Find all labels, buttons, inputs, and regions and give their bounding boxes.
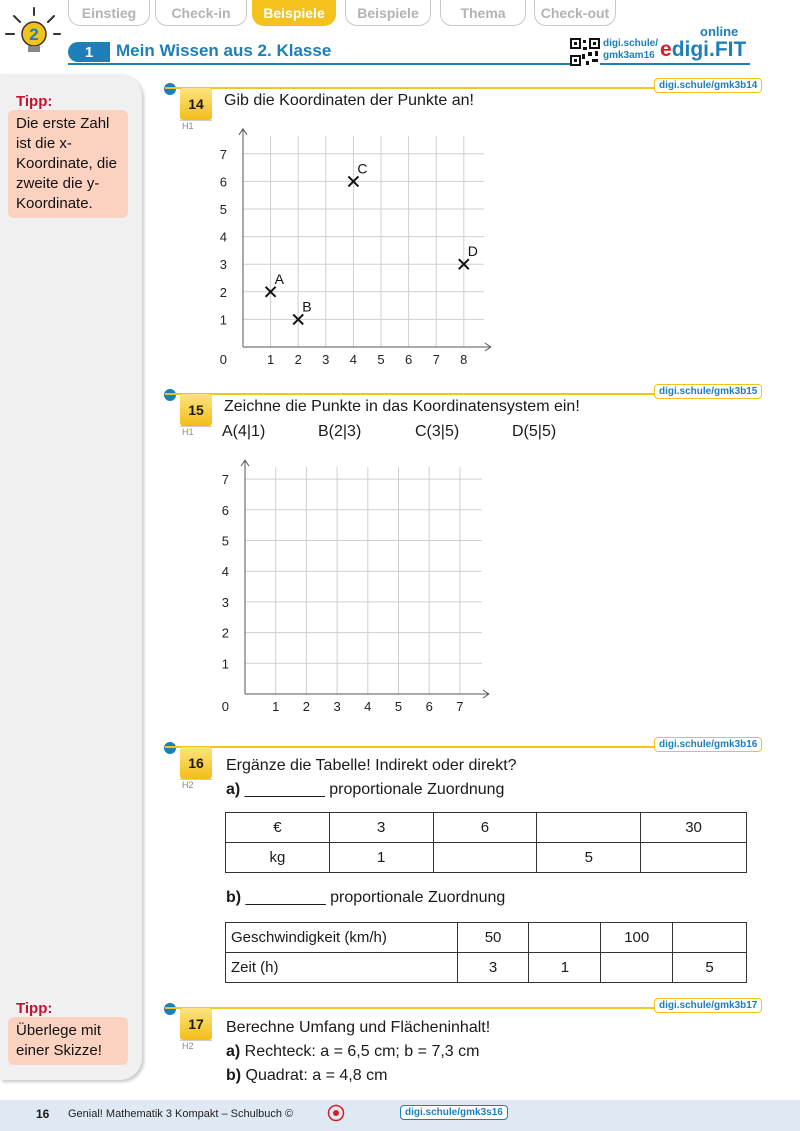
task-17-instruction: Berechne Umfang und Flächeninhalt! xyxy=(226,1019,491,1036)
origin-label: 0 xyxy=(219,352,227,367)
qr-link-line2: gmk3am16 xyxy=(603,50,655,61)
tip-title-1: Tipp: xyxy=(16,93,53,110)
table-b-cell[interactable] xyxy=(673,923,747,953)
table-b-cell: 3 xyxy=(457,953,529,983)
x-tick-label: 1 xyxy=(266,352,275,367)
online-label: online xyxy=(700,24,739,39)
task-16-b-text: _________ proportionale Zuordnung xyxy=(245,889,506,906)
task-16-a-text: _________ proportionale Zuordnung xyxy=(244,781,505,798)
task-15-point-c: C(3|5) xyxy=(415,423,460,440)
y-tick-label: 3 xyxy=(221,594,229,610)
x-tick-label: 4 xyxy=(349,352,358,367)
x-tick-label: 2 xyxy=(302,699,311,714)
table-a-cell[interactable] xyxy=(433,843,537,873)
table-a-row xyxy=(226,843,747,873)
tip-box-2: Überlege mit einer Skizze! xyxy=(8,1017,128,1065)
tab-beispiele-active[interactable]: Beispiele xyxy=(252,0,336,26)
origin-label: 0 xyxy=(221,699,229,714)
table-b-cell: Zeit (h) xyxy=(226,953,458,983)
point-label: A xyxy=(274,270,284,287)
y-tick-label: 7 xyxy=(221,472,229,488)
x-tick-label: 8 xyxy=(460,352,468,367)
table-b-row xyxy=(226,953,747,983)
table-a-cell: € xyxy=(226,813,330,843)
tab-check-in[interactable]: Check-in xyxy=(155,0,247,26)
table-a-cell: 5 xyxy=(537,843,641,873)
qr-link-line1: digi.schule/ xyxy=(603,38,659,49)
table-b-cell: 50 xyxy=(457,923,529,953)
coordinate-chart-2 xyxy=(215,448,500,718)
task-15-point-a: A(4|1) xyxy=(222,423,266,440)
y-tick-label: 7 xyxy=(219,146,227,162)
y-tick-label: 4 xyxy=(219,229,227,245)
task-15-marker xyxy=(164,389,176,401)
y-tick-label: 2 xyxy=(219,284,227,300)
task-14-link[interactable]: digi.schule/gmk3b14 xyxy=(654,78,762,93)
task-15-point-b: B(2|3) xyxy=(318,423,362,440)
table-a-cell: 3 xyxy=(329,813,433,843)
task-16-level: H2 xyxy=(180,779,212,790)
y-tick-label: 3 xyxy=(219,257,227,273)
task-14-level: H1 xyxy=(180,120,212,131)
task-17-b-line xyxy=(226,1067,387,1085)
tip-box-1: Die erste Zahl ist die x-Koordinate, die zweite die y-Koordinate. xyxy=(8,110,128,218)
task-16-a-label: a) xyxy=(226,781,241,798)
y-tick-label: 6 xyxy=(219,174,227,190)
footer-book-title: Genial! Mathematik 3 Kompakt – Schulbuch © xyxy=(68,1108,294,1120)
x-tick-label: 5 xyxy=(394,699,403,714)
task-16-b-line xyxy=(226,889,505,907)
x-tick-label: 1 xyxy=(272,699,280,714)
tab-check-out[interactable]: Check-out xyxy=(534,0,616,26)
chapter-number: 1 xyxy=(68,42,110,62)
tip-title-2: Tipp: xyxy=(16,1000,53,1017)
task-17-b-label: b) xyxy=(226,1067,242,1084)
point-label: D xyxy=(467,243,478,260)
task-16-link[interactable]: digi.schule/gmk3b16 xyxy=(654,737,762,752)
x-tick-label: 6 xyxy=(425,699,433,714)
point-label: B xyxy=(302,298,312,315)
table-a xyxy=(225,812,747,873)
table-b-cell: Geschwindigkeit (km/h) xyxy=(226,923,458,953)
y-tick-label: 6 xyxy=(221,502,229,518)
table-b xyxy=(225,922,747,983)
publisher-logo-icon xyxy=(327,1104,345,1122)
table-b-cell: 100 xyxy=(601,923,673,953)
table-a-cell: 6 xyxy=(433,813,537,843)
footer-link[interactable]: digi.schule/gmk3s16 xyxy=(400,1105,508,1120)
task-14-marker xyxy=(164,83,176,95)
qr-link[interactable] xyxy=(603,38,658,62)
x-tick-label: 3 xyxy=(322,352,330,367)
qr-code-icon xyxy=(570,38,600,66)
task-15-point-d: D(5|5) xyxy=(512,423,557,440)
task-17-a-label: a) xyxy=(226,1043,241,1060)
task-17-a-line xyxy=(226,1043,479,1061)
task-17-a-text: Rechteck: a = 6,5 cm; b = 7,3 cm xyxy=(240,1043,480,1060)
table-b-cell[interactable] xyxy=(529,923,601,953)
page-number: 16 xyxy=(36,1107,50,1121)
task-14-number: 14 xyxy=(180,88,212,120)
table-a-cell: 1 xyxy=(329,843,433,873)
chapter-title: Mein Wissen aus 2. Klasse xyxy=(116,41,332,60)
task-15-level: H1 xyxy=(180,426,212,437)
tab-thema[interactable]: Thema xyxy=(440,0,526,26)
y-tick-label: 4 xyxy=(221,564,229,580)
y-tick-label: 2 xyxy=(221,625,229,641)
point-label: C xyxy=(357,160,368,177)
y-tick-label: 5 xyxy=(221,533,229,549)
table-b-row xyxy=(226,923,747,953)
task-15-number: 15 xyxy=(180,394,212,426)
header-rule xyxy=(68,63,750,65)
task-16-number: 16 xyxy=(180,747,212,779)
task-17-link[interactable]: digi.schule/gmk3b17 xyxy=(654,998,762,1013)
digifit-logo[interactable] xyxy=(660,38,746,62)
digifit-logo-prefix: e xyxy=(660,38,672,61)
tab-einstieg[interactable]: Einstieg xyxy=(68,0,150,26)
digifit-logo-text: digi.FIT xyxy=(671,38,747,61)
table-b-cell[interactable] xyxy=(601,953,673,983)
x-tick-label: 7 xyxy=(432,352,440,367)
y-tick-label: 5 xyxy=(219,202,227,217)
task-16-b-label: b) xyxy=(226,889,242,906)
table-a-row xyxy=(226,813,747,843)
svg-text:2: 2 xyxy=(29,25,39,44)
x-tick-label: 2 xyxy=(294,352,302,367)
task-15-instruction: Zeichne die Punkte in das Koordinatensystem ein! xyxy=(224,398,580,415)
task-16-a-line xyxy=(226,781,504,799)
x-tick-label: 4 xyxy=(364,699,372,714)
task-16-marker xyxy=(164,742,176,754)
tab-beispiele[interactable]: Beispiele xyxy=(345,0,431,26)
x-tick-label: 3 xyxy=(333,699,341,714)
coordinate-chart-1 xyxy=(215,125,500,370)
table-a-cell: 30 xyxy=(641,813,747,843)
table-b-cell: 1 xyxy=(529,953,601,983)
table-b-cell: 5 xyxy=(673,953,747,983)
task-17-marker xyxy=(164,1003,176,1015)
x-tick-label: 5 xyxy=(377,352,385,367)
y-tick-label: 1 xyxy=(219,312,227,328)
x-tick-label: 6 xyxy=(404,352,413,367)
task-17-level: H2 xyxy=(180,1040,212,1051)
y-tick-label: 1 xyxy=(221,656,229,672)
lightbulb-icon xyxy=(4,6,62,58)
task-15-link[interactable]: digi.schule/gmk3b15 xyxy=(654,384,762,399)
table-a-cell[interactable] xyxy=(641,843,747,873)
task-16-instruction: Ergänze die Tabelle! Indirekt oder direkt? xyxy=(226,757,517,774)
task-14-instruction: Gib die Koordinaten der Punkte an! xyxy=(224,92,474,109)
table-a-cell: kg xyxy=(226,843,330,873)
task-17-b-text: Quadrat: a = 4,8 cm xyxy=(241,1067,388,1084)
tip-sidebar xyxy=(0,74,142,1080)
table-a-cell[interactable] xyxy=(537,813,641,843)
task-17-number: 17 xyxy=(180,1008,212,1040)
x-tick-label: 7 xyxy=(456,699,464,714)
